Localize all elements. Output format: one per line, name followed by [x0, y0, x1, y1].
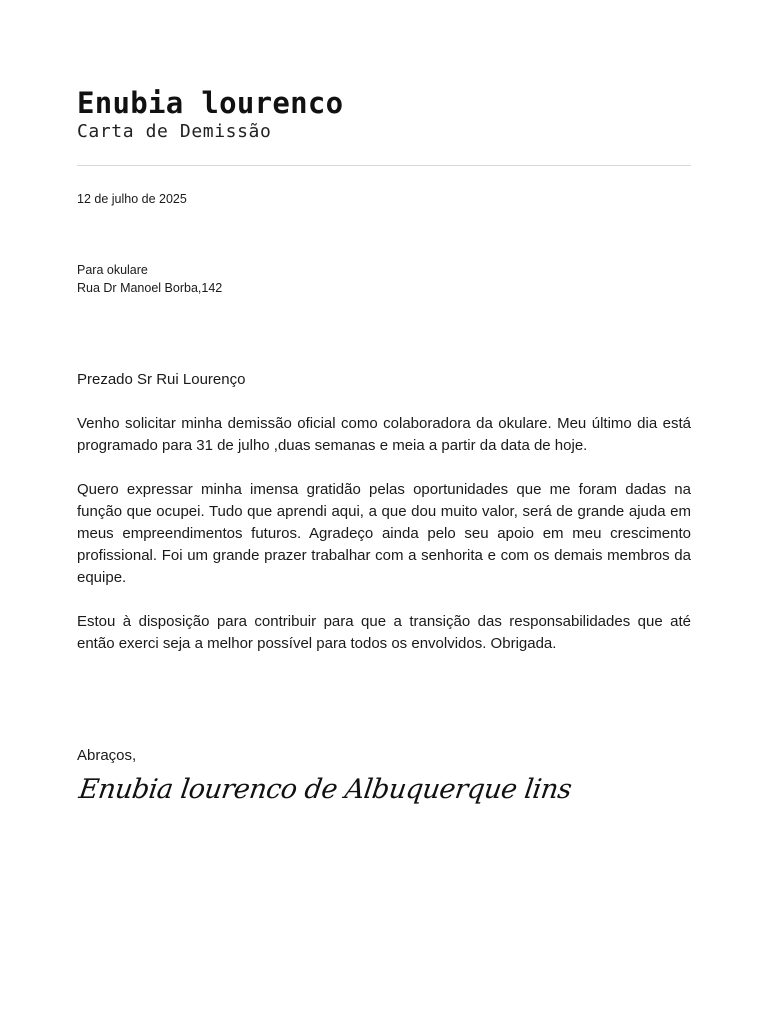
recipient-line: Para okulare — [77, 263, 148, 277]
body-paragraph: Quero expressar minha imensa gratidão pelas oportunidades que me foram dadas na função que ocupei. Tudo que aprendi aqui, a que dou muito valor, será de grande ajuda em meus empreendimentos futuros. Agradeço ainda pelo seu apoio em meu crescimento profissional. Foi um grande prazer trabalhar com a senhorita e com os demais membros da equipe. — [77, 481, 691, 586]
recipient-line: Rua Dr Manoel Borba,142 — [77, 281, 223, 295]
body-paragraph: Venho solicitar minha demissão oficial como colaboradora da okulare. Meu último dia está programado para 31 de julho ,duas semanas e meia a partir da data de hoje. — [77, 415, 691, 454]
closing: Abraços, — [77, 747, 137, 764]
recipient-address — [77, 261, 222, 297]
signature: Enubia lourenco de Albuquerque lins — [77, 774, 574, 805]
body-paragraph: Estou à disposição para contribuir para que a transição das responsabilidades que até então exerci seja a melhor possível para todos os envolvidos. Obrigada. — [77, 613, 691, 652]
header-divider — [77, 165, 691, 166]
document-title: Carta de Demissão — [77, 121, 272, 142]
letter-body — [77, 369, 691, 677]
salutation: Prezado Sr Rui Lourenço — [77, 371, 246, 388]
sender-name: Enubia lourenco — [77, 86, 344, 120]
letter-date: 12 de julho de 2025 — [77, 192, 187, 206]
letter-page — [77, 0, 691, 1024]
